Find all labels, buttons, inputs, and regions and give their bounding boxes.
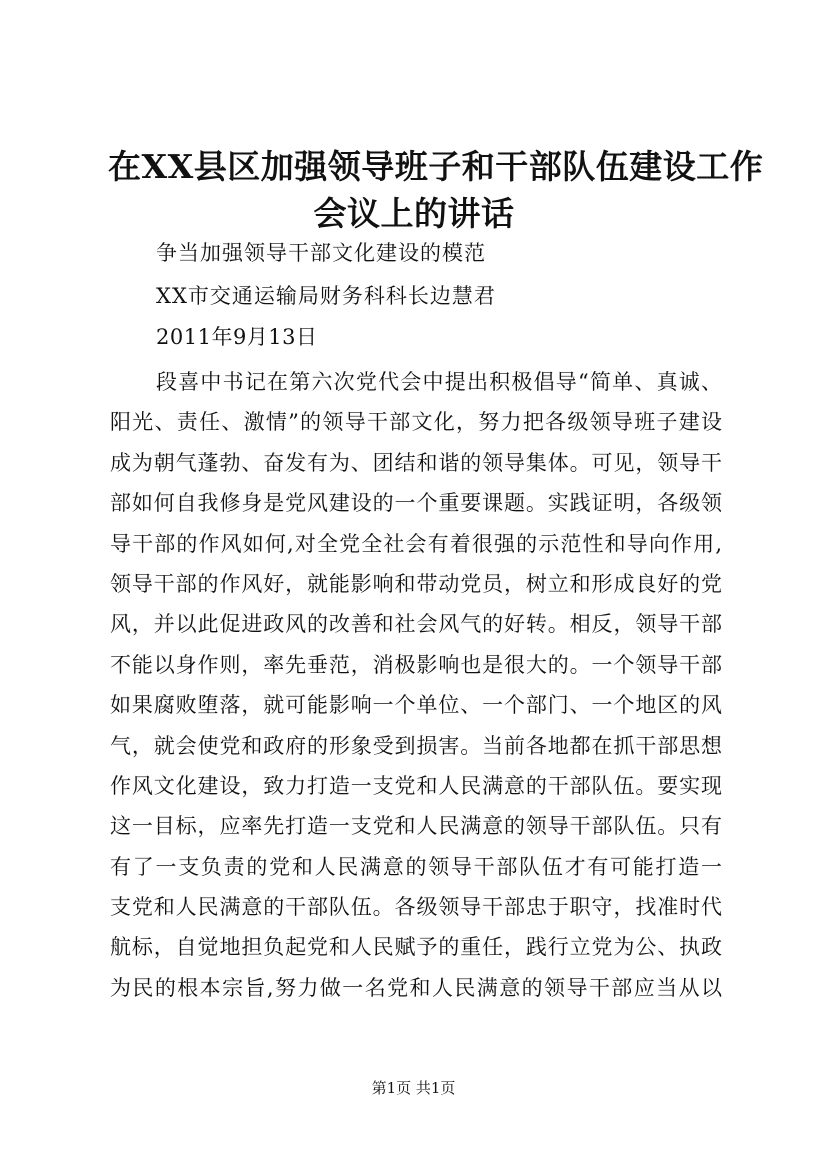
- body-line: 段喜中书记在第六次党代会中提出积极倡导“简单、真诚、: [156, 370, 722, 394]
- body-line: 领导干部的作风好，就能影响和带动党员，树立和形成良好的党: [110, 571, 722, 596]
- page-number: 第1页 共1页: [371, 1079, 456, 1097]
- document-title: [108, 143, 764, 237]
- body-line: 航标，自觉地担负起党和人民赋予的重任，践行立党为公、执政: [110, 935, 722, 960]
- document-date: 2011年9月13日: [156, 325, 318, 349]
- body-line: 为民的根本宗旨,努力做一名党和人民满意的领导干部应当从以: [110, 975, 722, 1000]
- body-line: 作风文化建设，致力打造一支党和人民满意的干部队伍。要实现: [110, 773, 722, 798]
- title-line-1: 在XX县区加强领导班子和干部队伍建设工作: [108, 147, 764, 186]
- body-line: 阳光、责任、激情”的领导干部文化，努力把各级领导班子建设: [110, 410, 722, 435]
- body-line: 导干部的作风如何,对全党全社会有着很强的示范性和导向作用,: [110, 531, 722, 556]
- document-body: [110, 362, 722, 1008]
- body-line: 部如何自我修身是党风建设的一个重要课题。实践证明，各级领: [110, 491, 722, 516]
- title-line-2: 会议上的讲话: [313, 194, 515, 233]
- body-line: 如果腐败堕落，就可能影响一个单位、一个部门、一个地区的风: [110, 693, 722, 718]
- body-line: 成为朝气蓬勃、奋发有为、团结和谐的领导集体。可见，领导干: [110, 450, 722, 475]
- document-author: XX市交通运输局财务科科长边慧君: [156, 284, 496, 308]
- body-line: 支党和人民满意的干部队伍。各级领导干部忠于职守，找准时代: [110, 895, 722, 920]
- body-line: 风，并以此促进政风的改善和社会风气的好转。相反，领导干部: [110, 612, 722, 637]
- body-line: 气，就会使党和政府的形象受到损害。当前各地都在抓干部思想: [110, 733, 722, 758]
- document-subtitle: 争当加强领导干部文化建设的模范: [156, 241, 486, 265]
- body-line: 有了一支负责的党和人民满意的领导干部队伍才有可能打造一: [110, 854, 722, 879]
- page-footer: [0, 1078, 827, 1098]
- body-line: 不能以身作则，率先垂范，消极影响也是很大的。一个领导干部: [110, 652, 722, 677]
- body-line: 这一目标，应率先打造一支党和人民满意的领导干部队伍。只有: [110, 814, 722, 839]
